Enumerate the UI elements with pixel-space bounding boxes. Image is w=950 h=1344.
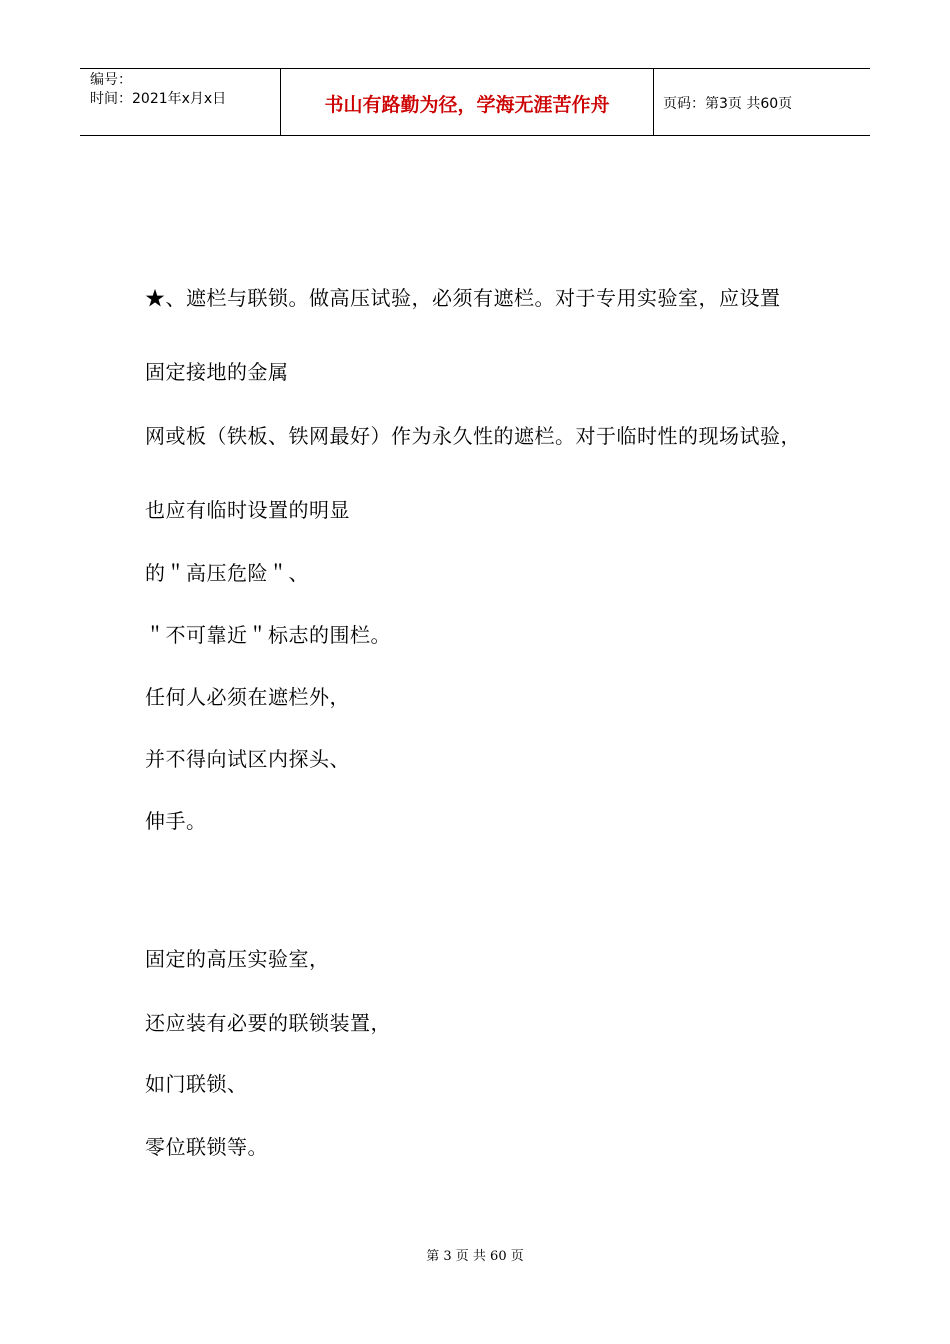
body-line: 如门联锁、 [145,1072,248,1096]
document-header [80,68,870,136]
body-line: ★、遮栏与联锁。做高压试验，必须有遮栏。对于专用实验室，应设置 [145,286,781,310]
header-page-info: 页码：第3页 共60页 [663,96,793,112]
body-line: 固定的高压实验室， [145,947,330,971]
body-line: 的＂高压危险＂、 [145,561,309,585]
header-motto: 书山有路勤为径，学海无涯苦作舟 [281,69,654,135]
body-line: 固定接地的金属 [145,360,289,384]
document-number-label: 编号： [90,72,132,88]
body-line: 任何人必须在遮栏外， [145,685,350,709]
body-line: 也应有临时设置的明显 [145,498,350,522]
body-line: 零位联锁等。 [145,1135,268,1159]
body-line: ＂不可靠近＂标志的围栏。 [145,623,391,647]
body-line: 还应装有必要的联锁装置， [145,1011,391,1035]
body-line: 并不得向试区内探头、 [145,747,350,771]
body-line: 伸手。 [145,809,207,833]
body-line: 网或板（铁板、铁网最好）作为永久性的遮栏。对于临时性的现场试验， [145,424,801,448]
header-meta [80,69,281,135]
document-date: 时间：2021年x月x日 [90,91,227,107]
page-footer: 第 3 页 共 60 页 [426,1249,524,1264]
